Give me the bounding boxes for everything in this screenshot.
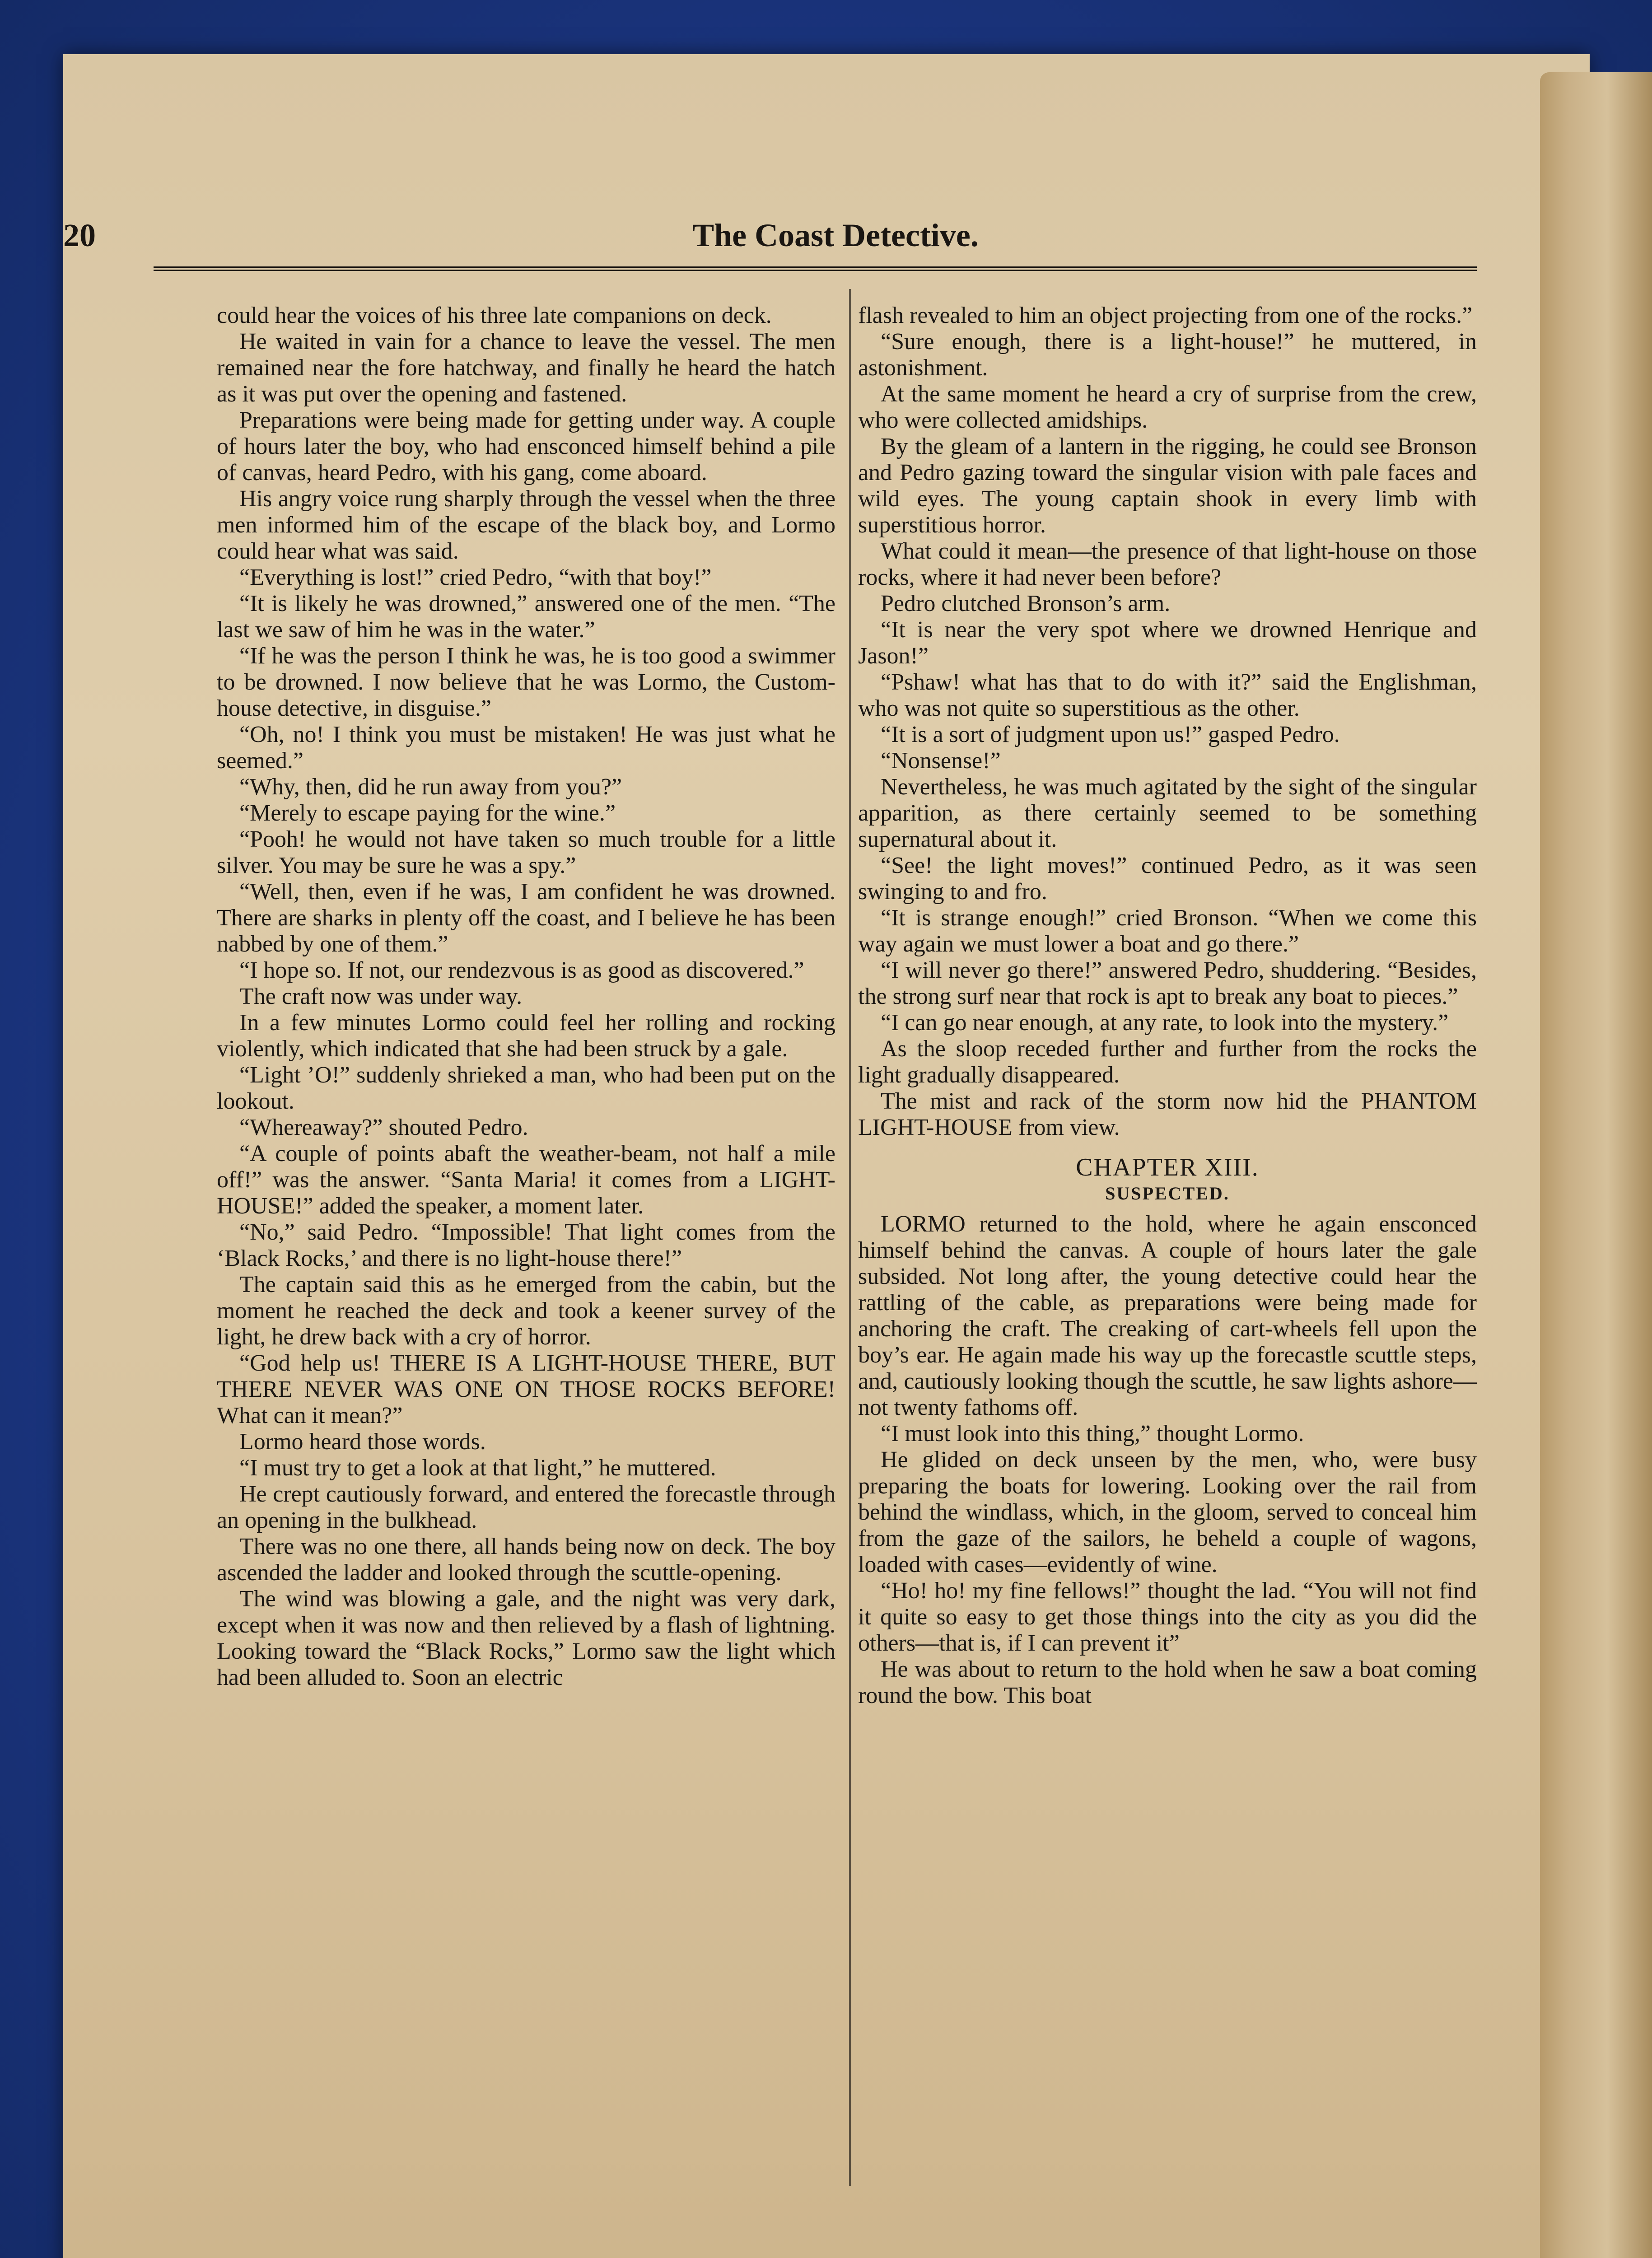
column-divider xyxy=(849,289,851,2186)
paragraph: Preparations were being made for getting under way. A couple of hours later the boy, who had ensconced himself behind a pile of canvas, heard Pedro, with his gang, come aboard. xyxy=(217,407,835,485)
paragraph: “Nonsense!” xyxy=(881,748,1001,774)
paragraph: “No,” said Pedro. “Impossible! That light comes from the ‘Black Rocks,’ and there is no light-house there!” xyxy=(217,1219,835,1271)
paragraph: “A couple of points abaft the weather-beam, not half a mile off!” was the answer. “Santa Maria! it comes from a LIGHT-HOUSE!” added the speaker, a moment later. xyxy=(217,1141,835,1219)
paragraph: By the gleam of a lantern in the rigging, he could see Bronson and Pedro gazing toward the singular vision with pale faces and wild eyes. The young captain shook in every limb with superstitious horror. xyxy=(858,434,1477,538)
paragraph: The craft now was under way. xyxy=(239,984,523,1009)
paragraph: In a few minutes Lormo could feel her rolling and rocking violently, which indicated that she had been struck by a gale. xyxy=(217,1010,835,1062)
paragraph: He crept cautiously forward, and entered the forecastle through an opening in the bulkhead. xyxy=(217,1481,835,1533)
paragraph: “See! the light moves!” continued Pedro, as it was seen swinging to and fro. xyxy=(858,853,1477,905)
paragraph: At the same moment he heard a cry of surprise from the crew, who were collected amidships. xyxy=(858,381,1477,433)
paragraph: Pedro clutched Bronson’s arm. xyxy=(881,591,1171,616)
paragraph: He glided on deck unseen by the men, who, were busy preparing the boats for lowering. Looking over the rail from behind the windlass, which, in the gloom, served to conceal him from the gaze of the sailors, he beheld a couple of wagons, loaded with cases—evidently of wine. xyxy=(858,1447,1477,1577)
paragraph: “I will never go there!” answered Pedro, shuddering. “Besides, the strong surf near that rock is apt to break any boat to pieces.” xyxy=(858,957,1477,1009)
chapter-subtitle: SUSPECTED. xyxy=(1105,1183,1230,1204)
chapter-heading: CHAPTER XIII. xyxy=(1076,1153,1259,1181)
paragraph: There was no one there, all hands being now on deck. The boy ascended the ladder and looked through the scuttle-opening. xyxy=(217,1534,835,1586)
paragraph: “Sure enough, there is a light-house!” he muttered, in astonishment. xyxy=(858,329,1477,381)
paragraph: could hear the voices of his three late companions on deck. xyxy=(217,303,772,328)
paragraph: “It is strange enough!” cried Bronson. “When we come this way again we must lower a boat and go there.” xyxy=(858,905,1477,957)
paragraph: “It is near the very spot where we drowned Henrique and Jason!” xyxy=(858,617,1477,669)
paragraph: He was about to return to the hold when he saw a boat coming round the bow. This boat xyxy=(858,1656,1477,1708)
paragraph: Lormo heard those words. xyxy=(239,1429,486,1455)
paragraph: LORMO returned to the hold, where he again ensconced himself behind the canvas. A couple of hours later the gale subsided. Not long after, the young detective could hear the rattling of the cable, as preparations were being made for anchoring the craft. The creaking of cart-wheels fell upon the boy’s ear. He again made his way up the forecastle scuttle steps, and, cautiously looking though the scuttle, he saw lights ashore—not twenty fathoms off. xyxy=(858,1211,1477,1420)
paragraph: “Ho! ho! my fine fellows!” thought the lad. “You will not find it quite so easy to get those things into the city as you did the others—that is, if I can prevent it” xyxy=(858,1578,1477,1656)
paragraph: “I must look into this thing,” thought Lormo. xyxy=(881,1421,1304,1446)
paragraph: “Everything is lost!” cried Pedro, “with that boy!” xyxy=(239,564,712,590)
paragraph: “Oh, no! I think you must be mistaken! He was just what he seemed.” xyxy=(217,722,835,774)
paragraph: “Pooh! he would not have taken so much trouble for a little silver. You may be sure he was a spy.” xyxy=(217,826,835,878)
paragraph: The wind was blowing a gale, and the night was very dark, except when it was now and then relieved by a flash of lightning. Looking toward the “Black Rocks,” Lormo saw the light which had been alluded to. Soon an electric xyxy=(217,1586,835,1690)
paragraph: “Whereaway?” shouted Pedro. xyxy=(239,1115,528,1140)
paragraph: His angry voice rung sharply through the vessel when the three men informed him of the escape of the black boy, and Lormo could hear what was said. xyxy=(217,486,835,564)
paragraph: “I hope so. If not, our rendezvous is as good as discovered.” xyxy=(239,957,804,983)
paragraph: “Light ’O!” suddenly shrieked a man, who had been put on the lookout. xyxy=(217,1062,835,1114)
paragraph: “I can go near enough, at any rate, to look into the mystery.” xyxy=(881,1010,1449,1036)
paragraph: He waited in vain for a chance to leave the vessel. The men remained near the fore hatchway, and finally he heard the hatch as it was put over the opening and fastened. xyxy=(217,329,835,407)
paragraph: The captain said this as he emerged from the cabin, but the moment he reached the deck and took a keener survey of the light, he drew back with a cry of horror. xyxy=(217,1272,835,1350)
paragraph: “God help us! THERE IS A LIGHT-HOUSE THERE, BUT THERE NEVER WAS ONE ON THOSE ROCKS BEFORE! What can it mean?” xyxy=(217,1350,835,1428)
paragraph: As the sloop receded further and further from the rocks the light gradually disappeared. xyxy=(858,1036,1477,1088)
paragraph: “Well, then, even if he was, I am confident he was drowned. There are sharks in plenty off the coast, and I believe he has been nabbed by one of them.” xyxy=(217,879,835,957)
right-column xyxy=(858,303,1477,2199)
paragraph: “Why, then, did he run away from you?” xyxy=(239,774,622,800)
paragraph: “It is likely he was drowned,” answered one of the men. “The last we saw of him he was in the water.” xyxy=(217,591,835,643)
running-title: The Coast Detective. xyxy=(692,217,979,253)
page-number: 20 xyxy=(63,217,96,253)
paragraph: “I must try to get a look at that light,” he muttered. xyxy=(239,1455,716,1481)
paragraph: flash revealed to him an object projecting from one of the rocks.” xyxy=(858,303,1473,328)
paragraph: “Merely to escape paying for the wine.” xyxy=(239,800,616,826)
paragraph: Nevertheless, he was much agitated by the sight of the singular apparition, as there certainly seemed to be something supernatural about it. xyxy=(858,774,1477,852)
paragraph: “It is a sort of judgment upon us!” gasped Pedro. xyxy=(881,722,1340,747)
paragraph: “If he was the person I think he was, he is too good a swimmer to be drowned. I now believe that he was Lormo, the Custom-house detective, in disguise.” xyxy=(217,643,835,721)
paragraph: “Pshaw! what has that to do with it?” said the Englishman, who was not quite so superstitious as the other. xyxy=(858,669,1477,721)
paragraph: The mist and rack of the storm now hid the PHANTOM LIGHT-HOUSE from view. xyxy=(858,1088,1477,1140)
paragraph: What could it mean—the presence of that light-house on those rocks, where it had never been before? xyxy=(858,538,1477,590)
left-column xyxy=(217,303,835,2199)
next-page-edge xyxy=(1540,72,1652,2258)
